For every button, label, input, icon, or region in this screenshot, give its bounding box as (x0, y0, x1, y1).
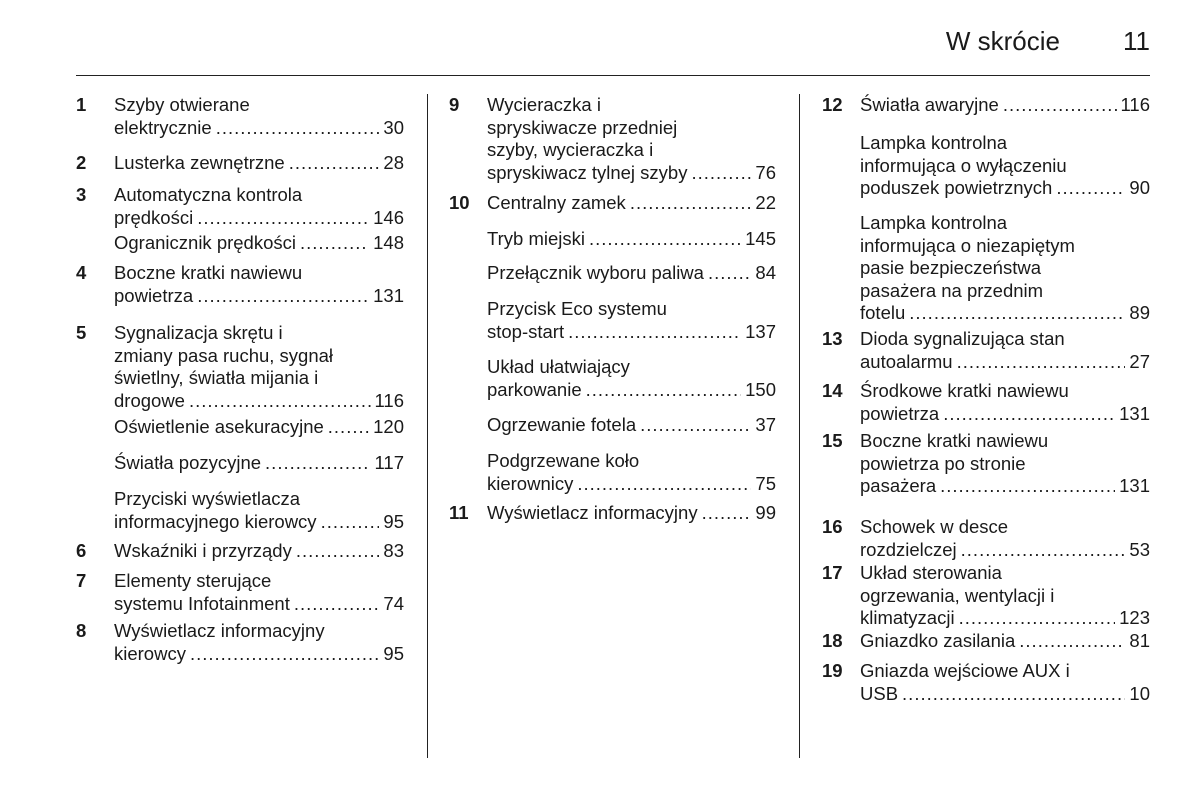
entry-page-number: 95 (383, 510, 404, 532)
dot-leader (296, 540, 380, 563)
entry-text-line: systemu Infotainment (114, 592, 290, 614)
column-divider (427, 94, 428, 758)
entry-number: 6 (76, 540, 87, 561)
entry-text-line: Schowek w desce (860, 516, 1009, 537)
entry-text-line: szyby, wycieraczka i (487, 139, 654, 160)
entry-text-line: klimatyzacji (860, 607, 955, 628)
entry-number: 10 (449, 192, 470, 213)
dot-leader (909, 302, 1125, 325)
entry-text-line: prędkości (114, 206, 194, 228)
entry-page-number: 116 (1120, 94, 1150, 115)
entry-text-line: pasażera (860, 475, 937, 496)
entry-number: 14 (822, 380, 843, 401)
entry-text-line: fotelu (860, 302, 906, 323)
entry-text-line: spryskiwacz tylnej szyby (487, 161, 688, 183)
dot-leader (708, 262, 751, 285)
index-entry (76, 322, 404, 412)
page-title: W skrócie (945, 26, 1060, 56)
entry-text-line: Gniazda wejściowe AUX i (860, 660, 1070, 681)
index-entry (76, 262, 404, 307)
index-entry (76, 488, 404, 533)
entry-text-line: Wycieraczka i (487, 94, 601, 115)
entry-text-line: Sygnalizacja skrętu i (114, 322, 283, 343)
entry-text-line: drogowe (114, 389, 185, 411)
entry-number: 9 (449, 94, 460, 115)
dot-leader (568, 321, 741, 344)
entry-text-line: Lampka kontrolna (860, 212, 1008, 233)
entry-page-number: 145 (745, 228, 776, 249)
entry-page-number: 120 (373, 416, 404, 437)
entry-text-line: elektrycznie (114, 116, 212, 138)
index-entry (822, 328, 1150, 373)
dot-leader (640, 414, 751, 437)
entry-text-line: Przyciski wyświetlacza (114, 488, 301, 509)
entry-text-line: powietrza (114, 284, 194, 306)
entry-text-line: informacyjnego kierowcy (114, 510, 317, 532)
entry-page-number: 30 (383, 116, 404, 138)
entry-text-line: Gniazdko zasilania (860, 630, 1016, 651)
entry-page-number: 117 (374, 452, 404, 473)
index-entry (76, 452, 404, 475)
entry-page-number: 74 (383, 592, 404, 614)
entry-number: 19 (822, 660, 843, 681)
entry-page-number: 37 (755, 414, 776, 435)
index-entry (822, 132, 1150, 200)
entry-page-number: 131 (1119, 475, 1150, 496)
dot-leader (294, 593, 380, 616)
entry-text-line: pasażera na przednim (860, 279, 1044, 301)
entry-page-number: 148 (373, 232, 404, 253)
entry-text-line: Światła pozycyjne (114, 452, 262, 473)
entry-text-line: rozdzielczej (860, 538, 957, 560)
entry-text-line: Centralny zamek (487, 192, 626, 213)
entry-text-line: Środkowe kratki nawiewu (860, 380, 1069, 401)
entry-number: 2 (76, 152, 87, 173)
dot-leader (589, 228, 741, 251)
entry-text-line: stop-start (487, 320, 565, 342)
entry-page-number: 27 (1129, 350, 1150, 372)
index-entry (822, 562, 1150, 630)
entry-page-number: 22 (755, 192, 776, 213)
header-rule (76, 75, 1150, 76)
entry-number: 16 (822, 516, 843, 537)
index-entry (822, 212, 1150, 325)
entry-text-line: kierowcy (114, 642, 186, 664)
entry-number: 8 (76, 620, 87, 641)
index-entry (822, 660, 1150, 705)
dot-leader (630, 192, 752, 215)
dot-leader (190, 643, 379, 666)
entry-text-line: Szyby otwierane (114, 94, 250, 115)
entry-number: 17 (822, 562, 843, 583)
dot-leader (1019, 630, 1125, 653)
entry-number: 13 (822, 328, 843, 349)
entry-page-number: 95 (383, 642, 404, 664)
entry-text-line: Lusterka zewnętrzne (114, 152, 285, 173)
dot-leader (216, 117, 380, 140)
entry-text-line: kierownicy (487, 472, 574, 494)
dot-leader (189, 390, 371, 413)
entry-page-number: 76 (755, 161, 776, 183)
dot-leader (702, 502, 752, 525)
dot-leader (328, 416, 369, 439)
index-entry (76, 152, 404, 175)
entry-text-line: Układ sterowania (860, 562, 1002, 583)
entry-text-line: Światła awaryjne (860, 94, 999, 115)
index-entry (822, 630, 1150, 653)
page-number: 11 (1123, 26, 1150, 56)
entry-page-number: 150 (745, 378, 776, 400)
dot-leader (289, 152, 380, 175)
index-entry (822, 516, 1150, 561)
dot-leader (959, 607, 1116, 630)
entry-text-line: informująca o wyłączeniu (860, 154, 1067, 176)
index-entry (449, 414, 776, 437)
entry-number: 15 (822, 430, 843, 451)
index-entry (449, 94, 776, 184)
entry-text-line: Automatyczna kontrola (114, 184, 303, 205)
entry-text-line: Dioda sygnalizująca stan (860, 328, 1065, 349)
entry-page-number: 53 (1129, 538, 1150, 560)
entry-number: 11 (449, 502, 469, 523)
entry-text-line: pasie bezpieczeństwa (860, 257, 1041, 278)
entry-text-line: Boczne kratki nawiewu (860, 430, 1049, 451)
entry-text-line: informująca o niezapiętym (860, 234, 1075, 256)
index-entry (76, 570, 404, 615)
entry-text-line: poduszek powietrznych (860, 177, 1053, 198)
entry-page-number: 131 (1119, 402, 1150, 424)
entry-text-line: spryskiwacze przedniej (487, 116, 678, 138)
entry-page-number: 81 (1129, 630, 1150, 651)
entry-text-line: zmiany pasa ruchu, sygnał (114, 344, 334, 366)
index-entry (76, 94, 404, 139)
dot-leader (197, 207, 369, 230)
dot-leader (943, 403, 1115, 426)
entry-number: 4 (76, 262, 87, 283)
entry-text-line: Ogranicznik prędkości (114, 232, 296, 253)
entry-page-number: 28 (383, 152, 404, 173)
dot-leader (1056, 177, 1125, 200)
dot-leader (940, 475, 1115, 498)
entry-page-number: 146 (373, 206, 404, 228)
entry-text-line: Podgrzewane koło (487, 450, 640, 471)
dot-leader (300, 232, 369, 255)
index-entry (76, 416, 404, 439)
index-entry (449, 228, 776, 251)
entry-page-number: 131 (373, 284, 404, 306)
dot-leader (197, 285, 369, 308)
entry-text-line: powietrza (860, 402, 940, 424)
entry-page-number: 10 (1129, 682, 1150, 704)
entry-text-line: Boczne kratki nawiewu (114, 262, 303, 283)
entry-text-line: Wskaźniki i przyrządy (114, 540, 292, 561)
index-entry (449, 262, 776, 285)
index-entry (822, 94, 1150, 117)
index-entry (449, 298, 776, 343)
index-entry (449, 450, 776, 495)
entry-text-line: Przełącznik wyboru paliwa (487, 262, 704, 283)
dot-leader (265, 452, 370, 475)
dot-leader (321, 511, 380, 534)
dot-leader (957, 351, 1126, 374)
index-entry (76, 232, 404, 255)
dot-leader (961, 539, 1126, 562)
entry-text-line: Ogrzewanie fotela (487, 414, 637, 435)
index-entry (449, 502, 776, 525)
index-entry (449, 192, 776, 215)
entry-text-line: powietrza po stronie (860, 452, 1026, 474)
dot-leader (1003, 94, 1117, 117)
entry-page-number: 84 (755, 262, 776, 283)
entry-text-line: Oświetlenie asekuracyjne (114, 416, 324, 437)
index-entry (822, 430, 1150, 498)
entry-text-line: Wyświetlacz informacyjny (114, 620, 325, 641)
entry-page-number: 137 (745, 320, 776, 342)
entry-text-line: USB (860, 682, 899, 704)
index-entry (76, 540, 404, 563)
entry-number: 3 (76, 184, 87, 205)
entry-text-line: Tryb miejski (487, 228, 585, 249)
entry-number: 7 (76, 570, 87, 591)
entry-page-number: 99 (755, 502, 776, 523)
entry-text-line: autoalarmu (860, 350, 953, 372)
entry-page-number: 123 (1119, 607, 1150, 628)
entry-text-line: ogrzewania, wentylacji i (860, 584, 1055, 606)
dot-leader (577, 473, 751, 496)
entry-page-number: 83 (383, 540, 404, 561)
entry-text-line: Wyświetlacz informacyjny (487, 502, 698, 523)
dot-leader (586, 379, 742, 402)
index-entry (76, 620, 404, 665)
index-entry (76, 184, 404, 229)
dot-leader (691, 162, 751, 185)
entry-page-number: 89 (1129, 302, 1150, 323)
entry-page-number: 116 (374, 389, 404, 411)
entry-number: 12 (822, 94, 843, 115)
entry-text-line: świetlny, światła mijania i (114, 367, 319, 388)
entry-text-line: Przycisk Eco systemu (487, 298, 667, 319)
dot-leader (902, 683, 1125, 706)
entry-number: 18 (822, 630, 843, 651)
column-divider (799, 94, 800, 758)
entry-page-number: 90 (1129, 177, 1150, 198)
entry-number: 5 (76, 322, 87, 343)
entry-text-line: Elementy sterujące (114, 570, 272, 591)
entry-text-line: Lampka kontrolna (860, 132, 1008, 153)
entry-text-line: parkowanie (487, 378, 582, 400)
entry-text-line: Układ ułatwiający (487, 356, 630, 377)
index-entry (822, 380, 1150, 425)
index-entry (449, 356, 776, 401)
entry-number: 1 (76, 94, 87, 115)
entry-page-number: 75 (755, 472, 776, 494)
